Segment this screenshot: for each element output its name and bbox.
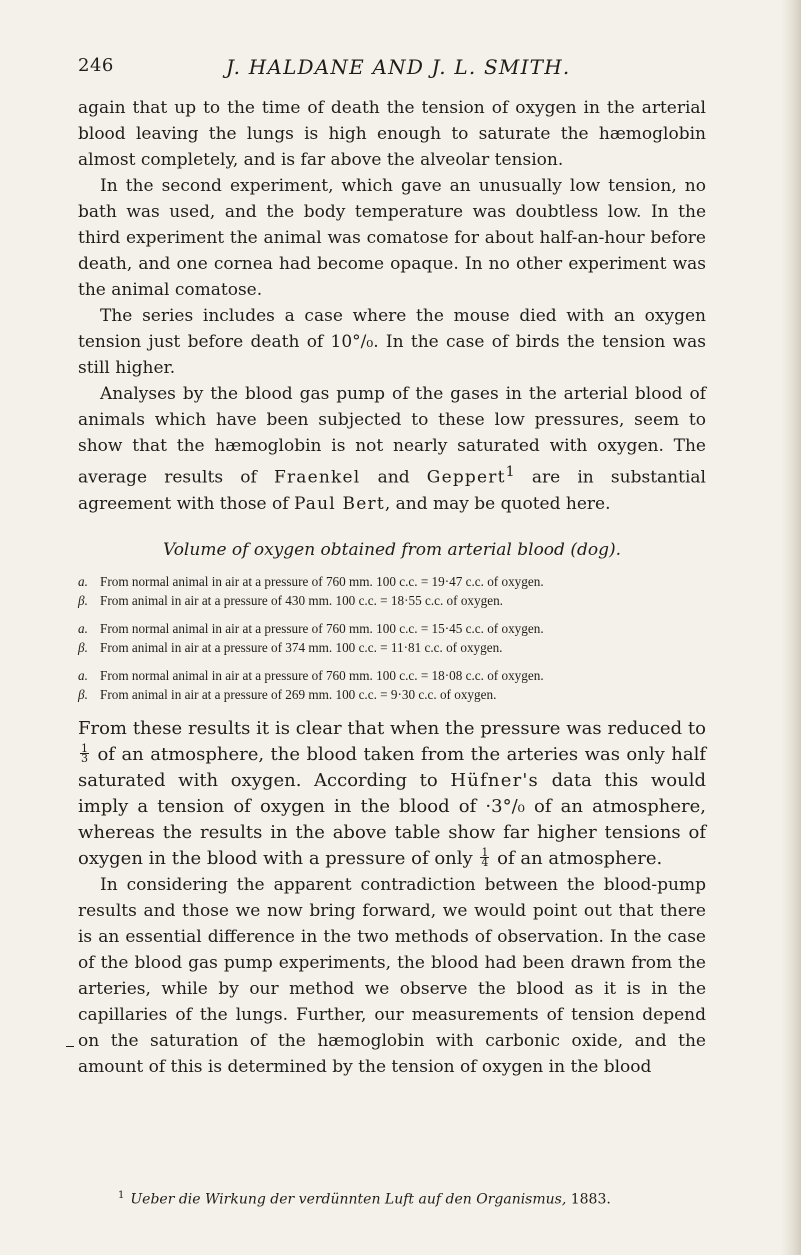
page-number: 246: [78, 55, 114, 76]
paragraph-4-text-a: Analyses by the blood gas pump of the gases in the arterial blood of animals which have been subjected to these low pressures, seem to show that the hæmoglobin is not nearly saturated with oxygen. The average results of: [78, 384, 706, 488]
row-marker: β.: [78, 639, 88, 655]
paragraph-5-text-b: of an atmosphere, the blood taken from the arteries was only half saturated with oxygen. According to: [78, 743, 706, 791]
paragraph-3: The series includes a case where the mouse died with an oxygen tension just before death of 10°/₀. In the case of birds the tension was still higher.: [78, 306, 706, 378]
table-row: [78, 619, 706, 638]
main-text: [78, 95, 706, 1080]
table-title: Volume of oxygen obtained from arterial blood (dog).: [162, 539, 621, 560]
footnote-mark: 1: [118, 1190, 125, 1201]
row-text: From normal animal in air at a pressure of 760 mm. 100 c.c. = 19·47 c.c. of oxygen.: [100, 573, 544, 589]
table-row: [78, 685, 706, 704]
running-head: J. HALDANE AND J. L. SMITH.: [226, 55, 571, 79]
page-edge-shadow: [781, 0, 801, 1255]
row-marker: a.: [78, 573, 88, 589]
row-text: From normal animal in air at a pressure of 760 mm. 100 c.c. = 15·45 c.c. of oxygen.: [100, 620, 544, 636]
row-marker: a.: [78, 620, 88, 636]
paragraph-2: In the second experiment, which gave an unusually low tension, no bath was used, and the body temperature was doubtless low. In the third experiment the animal was comatose for about half-an-hour before death, and one cornea had become opaque. In no other experiment was the animal comatose.: [78, 176, 706, 300]
margin-dash-mark: [66, 1046, 74, 1047]
fraction-denominator: 3: [81, 751, 88, 765]
fraction-denominator: 4: [481, 855, 489, 869]
oxygen-table: [78, 572, 706, 704]
table-row: [78, 638, 706, 657]
row-text: From normal animal in air at a pressure of 760 mm. 100 c.c. = 18·08 c.c. of oxygen.: [100, 667, 544, 683]
row-marker: β.: [78, 686, 88, 702]
table-group-gap: [78, 610, 706, 619]
footnote-reference: 1: [505, 464, 515, 480]
paragraph-5: [78, 716, 706, 872]
row-marker: β.: [78, 592, 88, 608]
paragraph-4-and: and: [360, 467, 427, 488]
author-geppert: Geppert: [426, 467, 506, 488]
paragraph-4-text-b: are in substantial agreement with those of: [78, 467, 706, 514]
paragraph-5-text-c: data this would imply a tension of oxygen in the blood of ·3°/₀ of an atmosphere, whereas the results in the above table show far higher tensions of oxygen in the blood with a pressure of only: [78, 769, 706, 869]
fraction-one-third: [80, 741, 89, 765]
paragraph-4-text-c: , and may be quoted here.: [384, 493, 611, 514]
table-row: [78, 572, 706, 591]
fraction-numerator: 1: [481, 845, 489, 859]
table-row: [78, 666, 706, 685]
paragraph-1: again that up to the time of death the tension of oxygen in the arterial blood leaving the lungs is high enough to saturate the hæmoglobin almost completely, and is far above the alveolar tension.: [78, 98, 706, 170]
author-hufner: Hüfner's: [450, 769, 539, 791]
paragraph-5-text-d: of an atmosphere.: [491, 847, 663, 869]
row-text: From animal in air at a pressure of 374 mm. 100 c.c. = 11·81 c.c. of oxygen.: [100, 639, 503, 655]
footnote-year: 1883.: [566, 1191, 611, 1208]
footnote: [118, 1187, 738, 1209]
table-row: [78, 591, 706, 610]
footnote-title: Ueber die Wirkung der verdünnten Luft auf den Organismus,: [130, 1191, 567, 1208]
paragraph-6: In considering the apparent contradiction between the blood-pump results and those we now bring forward, we would point out that there is an essential difference in the two methods of observation. In the case of the blood gas pump experiments, the blood had been drawn from the arteries, while by our method we observe the blood as it is in the capillaries of the lungs. Further, our measurements of tension depend on the saturation of the hæmoglobin with carbonic oxide, and the amount of this is determined by the tension of oxygen in the blood: [78, 874, 706, 1077]
page-header: [78, 55, 706, 81]
row-marker: a.: [78, 667, 88, 683]
fraction-numerator: 1: [81, 741, 88, 755]
author-paul-bert: Paul Bert: [293, 493, 385, 514]
row-text: From animal in air at a pressure of 269 mm. 100 c.c. = 9·30 c.c. of oxygen.: [100, 686, 497, 702]
row-text: From animal in air at a pressure of 430 mm. 100 c.c. = 18·55 c.c. of oxygen.: [100, 592, 503, 608]
paragraph-4: [78, 381, 706, 517]
table-group-gap: [78, 657, 706, 666]
paragraph-5-text-a: From these results it is clear that when the pressure was reduced to: [78, 717, 706, 739]
fraction-one-quarter: [480, 845, 489, 869]
author-fraenkel: Fraenkel: [273, 467, 361, 488]
